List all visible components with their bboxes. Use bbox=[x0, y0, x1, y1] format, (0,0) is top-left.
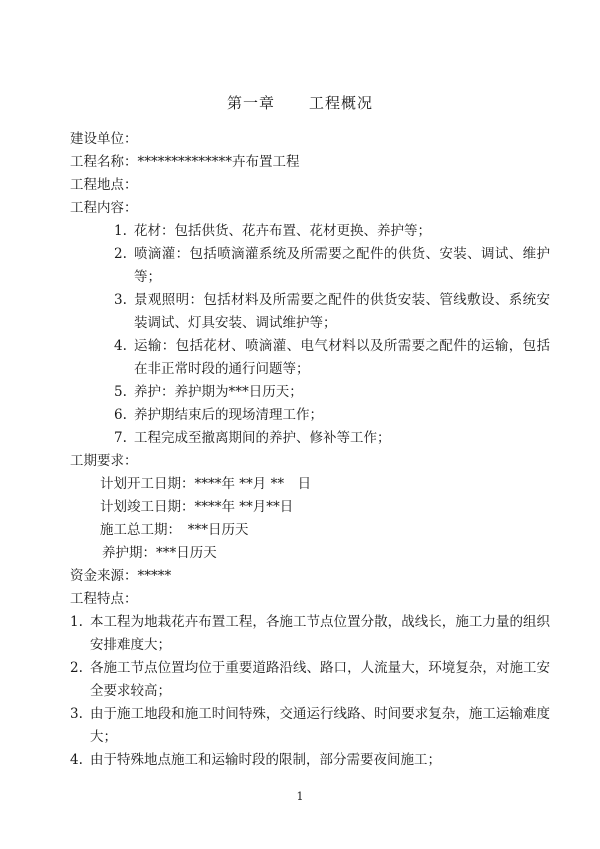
project-name-line bbox=[70, 151, 550, 174]
list-item: 3. 由于施工地段和施工时间特殊，交通运行线路、时间要求复杂，施工运输难度大； bbox=[70, 706, 550, 745]
list-item: 2. 各施工节点位置均位于重要道路沿线、路口，人流量大，环境复杂，对施工安全要求较高； bbox=[70, 660, 550, 699]
features-list bbox=[70, 611, 550, 772]
chapter-heading: 工程概况 bbox=[309, 94, 374, 112]
schedule-start: 计划开工日期：****年 **月 ** 日 bbox=[100, 476, 312, 492]
list-item: 2. 喷滴灌：包括喷滴灌系统及所需要之配件的供货、安装、调试、维护等； bbox=[114, 246, 550, 285]
chapter-number: 第一章 bbox=[226, 94, 275, 112]
features-label: 工程特点： bbox=[70, 591, 138, 607]
schedule-total: 施工总工期： ***日历天 bbox=[100, 522, 249, 538]
schedule-maintenance: 养护期：***日历天 bbox=[102, 545, 217, 561]
schedule-label: 工期要求： bbox=[70, 453, 138, 469]
chapter-title bbox=[0, 92, 600, 113]
content-list bbox=[70, 220, 550, 450]
list-item: 1. 花材：包括供货、花卉布置、花材更换、养护等； bbox=[114, 223, 431, 239]
list-item: 4. 运输：包括花材、喷滴灌、电气材料以及所需要之配件的运输，包括在非正常时段的通行问题等； bbox=[114, 338, 550, 377]
funding-source: 资金来源：***** bbox=[70, 568, 172, 584]
project-content-label: 工程内容： bbox=[70, 200, 138, 216]
schedule-end: 计划竣工日期：****年 **月**日 bbox=[100, 499, 294, 515]
list-item: 1. 本工程为地栽花卉布置工程，各施工节点位置分散，战线长，施工力量的组织安排难度大； bbox=[70, 614, 550, 653]
build-unit-label: 建设单位： bbox=[70, 131, 138, 147]
project-name-label: 工程名称： bbox=[70, 154, 138, 170]
list-item: 3. 景观照明：包括材料及所需要之配件的供货安装、管线敷设、系统安装调试、灯具安装、调试维护等； bbox=[114, 292, 550, 331]
list-item: 5. 养护：养护期为***日历天； bbox=[114, 384, 303, 400]
list-item: 6. 养护期结束后的现场清理工作； bbox=[114, 407, 323, 423]
page-number: 1 bbox=[296, 790, 304, 803]
list-item: 7. 工程完成至撤离期间的养护、修补等工作； bbox=[114, 430, 391, 446]
project-location-label: 工程地点： bbox=[70, 177, 138, 193]
project-name-value: **************卉布置工程 bbox=[137, 154, 300, 170]
list-item: 4. 由于特殊地点施工和运输时段的限制，部分需要夜间施工； bbox=[70, 752, 441, 768]
document-body bbox=[70, 128, 550, 772]
